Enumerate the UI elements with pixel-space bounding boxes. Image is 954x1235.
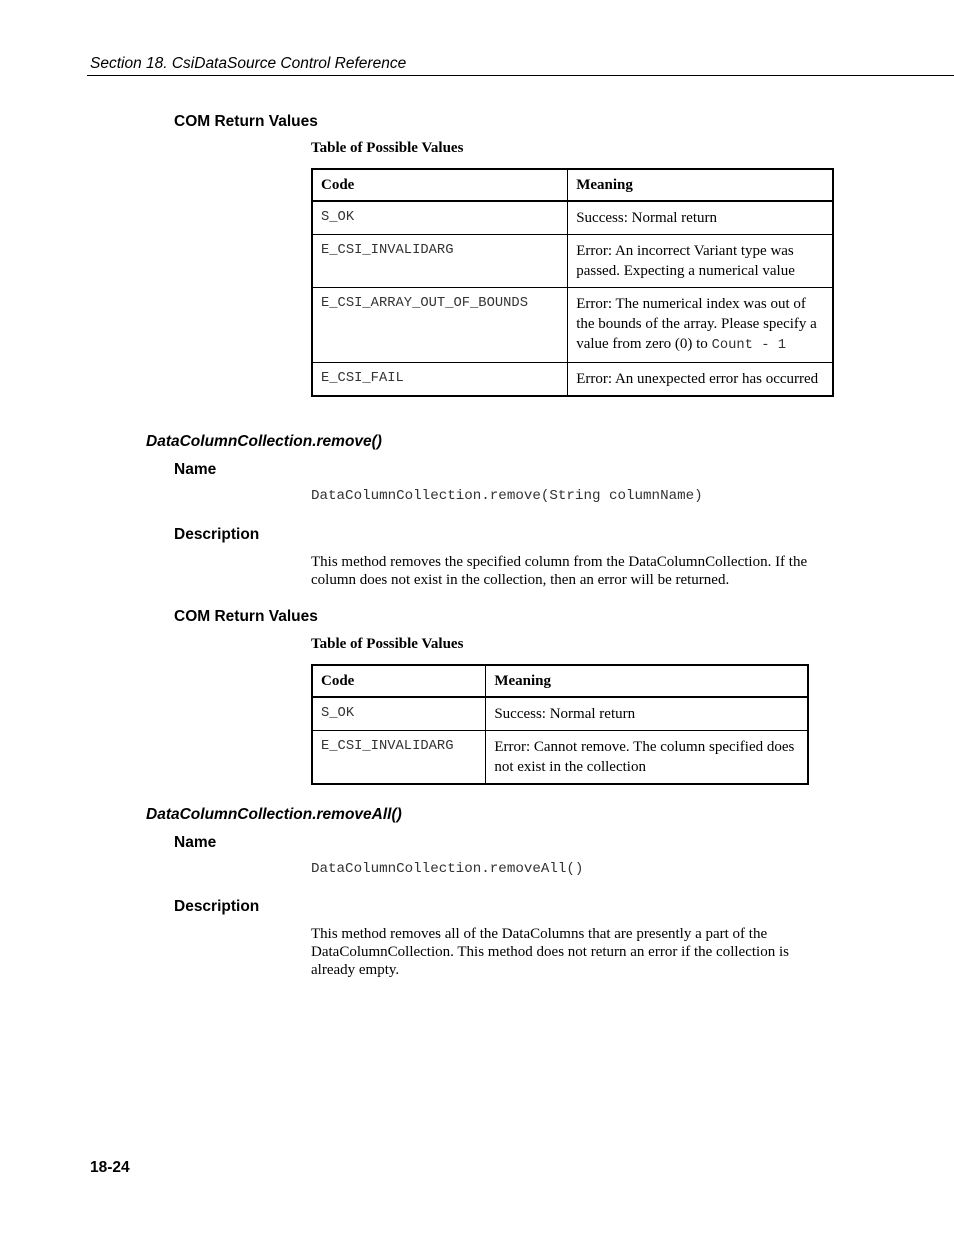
- table-caption: Table of Possible Values: [311, 636, 464, 652]
- code-cell: S_OK: [312, 201, 568, 235]
- column-header-code: Code: [312, 169, 568, 201]
- method-signature: DataColumnCollection.removeAll(): [311, 861, 584, 877]
- column-header-meaning: Meaning: [568, 169, 833, 201]
- code-cell: E_CSI_INVALIDARG: [312, 731, 486, 785]
- meaning-cell: Success: Normal return: [486, 697, 808, 731]
- column-header-meaning: Meaning: [486, 665, 808, 697]
- code-cell: E_CSI_ARRAY_OUT_OF_BOUNDS: [312, 288, 568, 363]
- code-cell: S_OK: [312, 697, 486, 731]
- table-row: [312, 288, 833, 363]
- meaning-cell: Error: An unexpected error has occurred: [568, 363, 833, 397]
- page-number: 18-24: [90, 1159, 130, 1176]
- table-row: [312, 731, 808, 785]
- code-cell: E_CSI_INVALIDARG: [312, 235, 568, 288]
- description-text: This method removes the specified column from the DataColumnCollection. If the column does not exist in the collection, then an error will be returned.: [311, 554, 808, 588]
- table-row: [312, 697, 808, 731]
- method-title-removeall: DataColumnCollection.removeAll(): [146, 806, 402, 823]
- method-signature: DataColumnCollection.remove(String columnName): [311, 488, 703, 504]
- table-row: [312, 235, 833, 288]
- inline-code: Count - 1: [711, 338, 787, 353]
- running-header: Section 18. CsiDataSource Control Reference: [90, 55, 407, 72]
- meaning-cell: Error: Cannot remove. The column specified does not exist in the collection: [486, 731, 808, 785]
- table-header-row: [312, 665, 808, 697]
- header-rule: [87, 75, 954, 76]
- description-text: This method removes all of the DataColumns that are presently a part of the DataColumnCollection. This method does not return an error if the collection is already empty.: [311, 926, 789, 978]
- column-header-code: Code: [312, 665, 486, 697]
- method-title-remove: DataColumnCollection.remove(): [146, 433, 382, 450]
- table-row: [312, 363, 833, 397]
- description-heading: Description: [174, 526, 260, 543]
- table-caption: Table of Possible Values: [311, 140, 464, 156]
- code-cell: E_CSI_FAIL: [312, 363, 568, 397]
- meaning-cell: Error: An incorrect Variant type was passed. Expecting a numerical value: [568, 235, 833, 288]
- description-heading: Description: [174, 898, 260, 915]
- meaning-cell: [568, 288, 833, 363]
- com-return-values-heading: COM Return Values: [174, 113, 318, 130]
- table-row: [312, 201, 833, 235]
- name-heading: Name: [174, 461, 217, 478]
- meaning-text: Error: The numerical index was out of the bounds of the array. Please specify a value from zero (0) to: [576, 296, 817, 352]
- table-header-row: [312, 169, 833, 201]
- name-heading: Name: [174, 834, 217, 851]
- meaning-cell: Success: Normal return: [568, 201, 833, 235]
- return-values-table: [311, 664, 809, 785]
- return-values-table: [311, 168, 834, 397]
- com-return-values-heading: COM Return Values: [174, 608, 318, 625]
